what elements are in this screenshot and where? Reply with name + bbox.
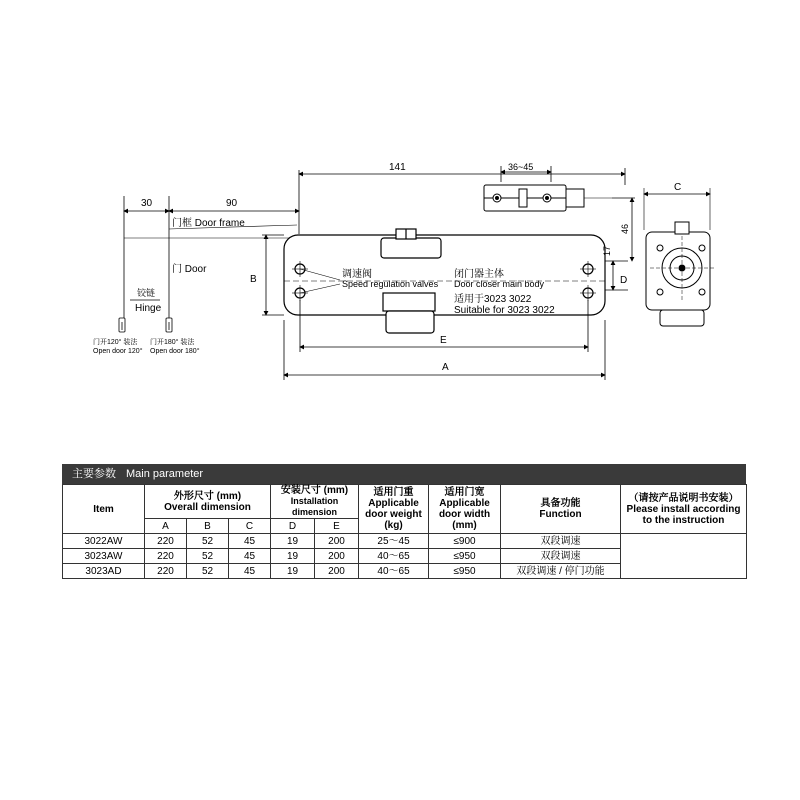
- header-item: Item: [63, 485, 145, 534]
- header-A: A: [145, 519, 187, 534]
- dim-36-45-label: 36~45: [508, 162, 534, 172]
- valve-en-label: Speed regulation valves: [342, 279, 439, 289]
- dim-141-label: 141: [389, 162, 406, 173]
- header-D: D: [271, 519, 315, 534]
- header-width: [429, 485, 501, 534]
- cell-function: 双段调速: [501, 534, 621, 549]
- body-cn-label: 闭门器主体: [454, 269, 504, 280]
- open180-cn-label: 门开180° 装法: [150, 339, 195, 346]
- cell-width: ≤900: [429, 534, 501, 549]
- cell-item: 3023AW: [63, 549, 145, 564]
- header-install-cn: 安装尺寸 (mm): [280, 485, 349, 496]
- open120-cn-label: 门开120° 装法: [93, 339, 138, 346]
- body-en-label: Door closer main body: [454, 279, 545, 289]
- header-function-en: Function: [539, 509, 582, 520]
- header-E: E: [315, 519, 359, 534]
- hinge-cn-label: 铰链: [137, 288, 156, 298]
- header-overall-en: Overall dimension: [164, 501, 251, 513]
- table-title-cn: 主要参数: [72, 468, 116, 480]
- cell-A: 220: [145, 549, 187, 564]
- header-function-cn: 具备功能: [540, 498, 581, 509]
- open180-en-label: Open door 180°: [150, 348, 200, 355]
- header-install: [271, 485, 359, 519]
- open120-en-label: Open door 120°: [93, 348, 143, 355]
- header-weight-cn: 适用门重: [373, 487, 414, 498]
- closer-main-body-icon: [284, 229, 605, 333]
- header-C: C: [229, 519, 271, 534]
- door-label: 门 Door: [172, 264, 207, 275]
- header-note: [621, 485, 747, 534]
- cell-B: 52: [187, 549, 229, 564]
- cell-A: 220: [145, 534, 187, 549]
- dim-A-label: A: [442, 362, 449, 373]
- hinge-en-label: Hinge: [135, 303, 162, 314]
- dim-90-label: 90: [226, 198, 238, 209]
- cell-C: 45: [229, 564, 271, 579]
- cell-width: ≤950: [429, 564, 501, 579]
- cell-D: 19: [271, 549, 315, 564]
- arm-bracket-icon: [484, 185, 612, 211]
- header-weight: [359, 485, 429, 534]
- header-weight-en: Applicable door weight (kg): [365, 498, 422, 531]
- cell-note-empty: [621, 534, 747, 579]
- table-title: [62, 464, 746, 484]
- header-overall-cn: 外形尺寸 (mm): [173, 490, 242, 502]
- cell-E: 200: [315, 549, 359, 564]
- header-overall: [145, 485, 271, 519]
- cell-weight: 40～65: [359, 564, 429, 579]
- dim-46-label: 46: [620, 223, 630, 234]
- cell-E: 200: [315, 564, 359, 579]
- cell-B: 52: [187, 564, 229, 579]
- valve-cn-label: 调速阀: [342, 269, 372, 280]
- door-frame-label: 门框 Door frame: [172, 218, 245, 229]
- header-note-en: Please install according to the instruction: [626, 503, 741, 526]
- header-width-cn: 适用门宽: [444, 487, 485, 498]
- side-view-icon: [644, 188, 714, 326]
- cell-B: 52: [187, 534, 229, 549]
- cell-item: 3023AD: [63, 564, 145, 579]
- cell-item: 3022AW: [63, 534, 145, 549]
- cell-weight: 40～65: [359, 549, 429, 564]
- main-parameter-table: [62, 464, 746, 579]
- header-width-en: Applicable door width (mm): [438, 498, 491, 531]
- cell-C: 45: [229, 534, 271, 549]
- cell-function: 双段调速: [501, 549, 621, 564]
- cell-E: 200: [315, 534, 359, 549]
- parameter-grid: [62, 484, 747, 579]
- suitable-en-label: Suitable for 3023 3022: [454, 305, 555, 316]
- cell-C: 45: [229, 549, 271, 564]
- header-B: B: [187, 519, 229, 534]
- dim-D-label: D: [620, 275, 628, 286]
- header-note-cn: （请按产品说明书安装）: [628, 492, 739, 504]
- top-dimensions: [299, 166, 625, 185]
- cell-D: 19: [271, 564, 315, 579]
- dim-17-label: 17: [602, 245, 612, 256]
- cell-weight: 25～45: [359, 534, 429, 549]
- table-title-en: Main parameter: [126, 468, 204, 480]
- table-row: [63, 534, 747, 549]
- header-install-en: Installation dimension: [290, 496, 339, 517]
- suitable-cn-label: 适用于3023 3022: [454, 294, 532, 305]
- dim-C-label: C: [674, 182, 682, 193]
- header-function: [501, 485, 621, 534]
- cell-A: 220: [145, 564, 187, 579]
- dim-B-label: B: [250, 274, 257, 285]
- cell-function: 双段调速 / 停门功能: [501, 564, 621, 579]
- dim-30-label: 30: [141, 198, 153, 209]
- cell-width: ≤950: [429, 549, 501, 564]
- cell-D: 19: [271, 534, 315, 549]
- dim-E-label: E: [440, 335, 447, 346]
